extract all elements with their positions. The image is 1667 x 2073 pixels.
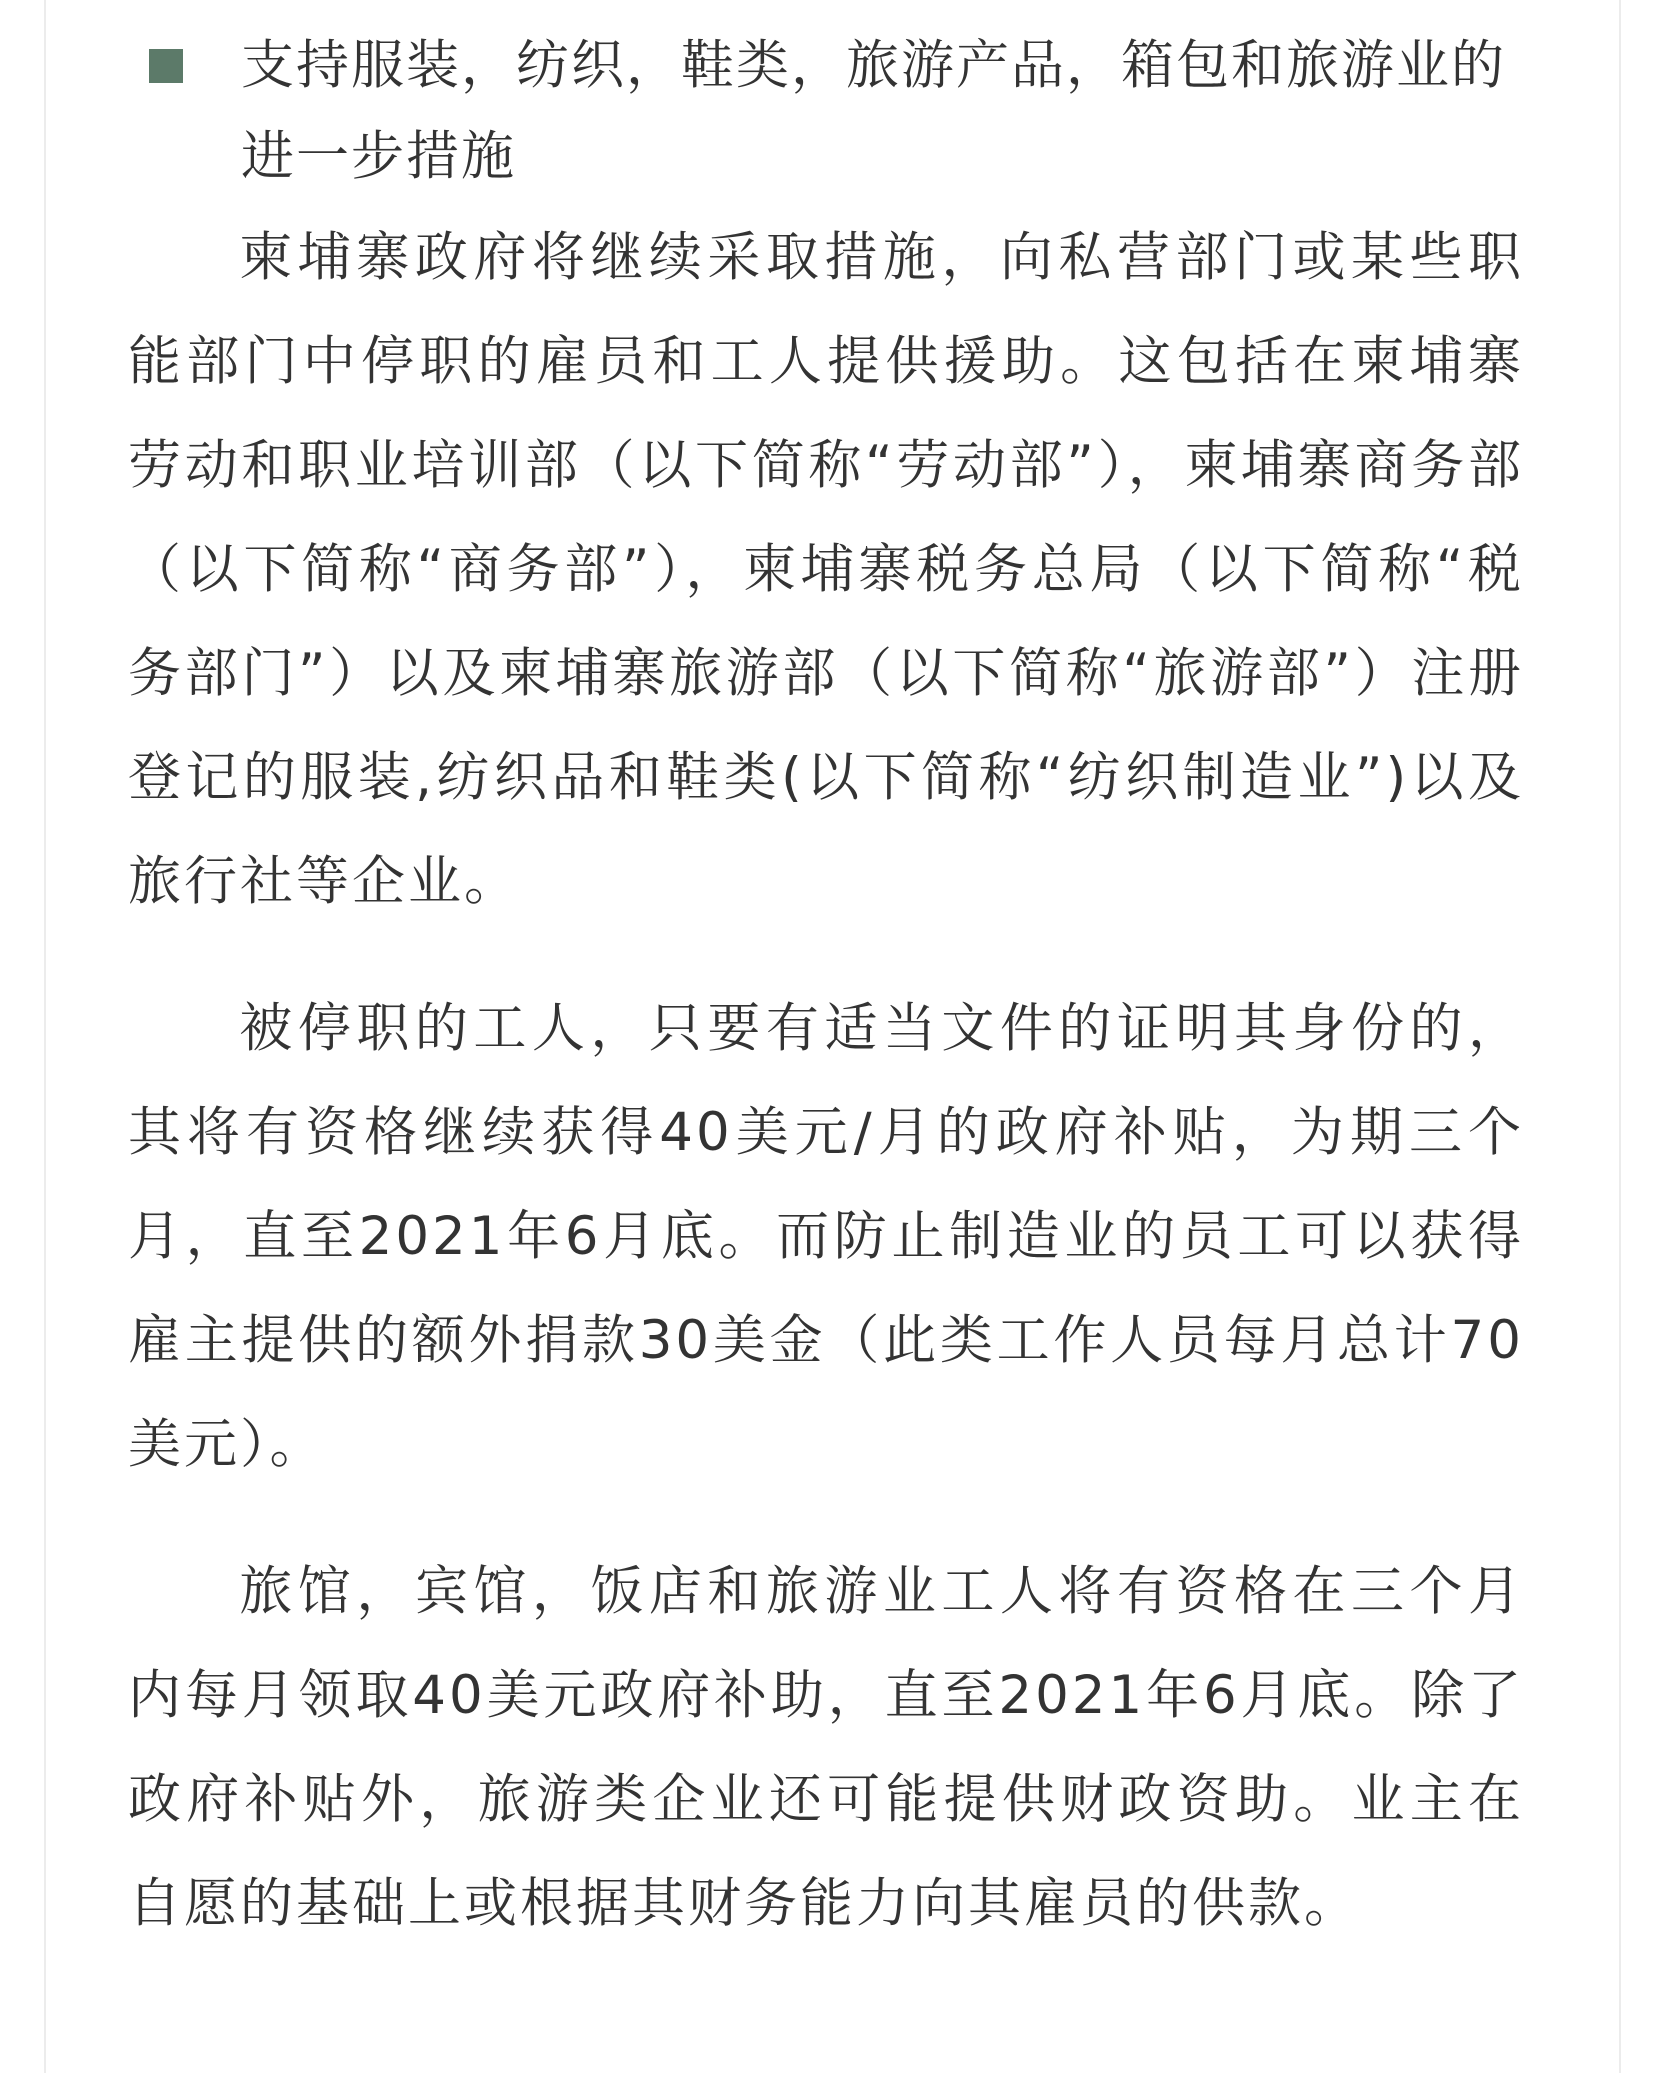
square-bullet-icon xyxy=(149,49,183,83)
paragraph-tourism-subsidy: 旅馆，宾馆，饭店和旅游业工人将有资格在三个月内每月领取40美元政府补助，直至2021年6月底。除了政府补贴外，旅游类企业还可能提供财政资助。业主在自愿的基础上或根据其财务能力向其雇员的供款。 xyxy=(128,1561,1524,1934)
section-heading xyxy=(128,20,1524,202)
article-content xyxy=(128,20,1524,1956)
paragraph-worker-subsidy: 被停职的工人，只要有适当文件的证明其身份的，其将有资格继续获得40美元/月的政府补贴，为期三个月，直至2021年6月底。而防止制造业的员工可以获得雇主提供的额外捐款30美金（此类工作人员每月总计70美元）。 xyxy=(128,998,1524,1475)
section-heading-text: 支持服装，纺织，鞋类，旅游产品，箱包和旅游业的进一步措施 xyxy=(241,35,1506,187)
paragraph-relief-measures: 柬埔寨政府将继续采取措施，向私营部门或某些职能部门中停职的雇员和工人提供援助。这包括在柬埔寨劳动和职业培训部（以下简称“劳动部”），柬埔寨商务部（以下简称“商务部”），柬埔寨税务总局（以下简称“税务部门”）以及柬埔寨旅游部（以下简称“旅游部”）注册登记的服装,纺织品和鞋类(以下简称“纺织制造业”)以及旅行社等企业。 xyxy=(128,227,1524,912)
